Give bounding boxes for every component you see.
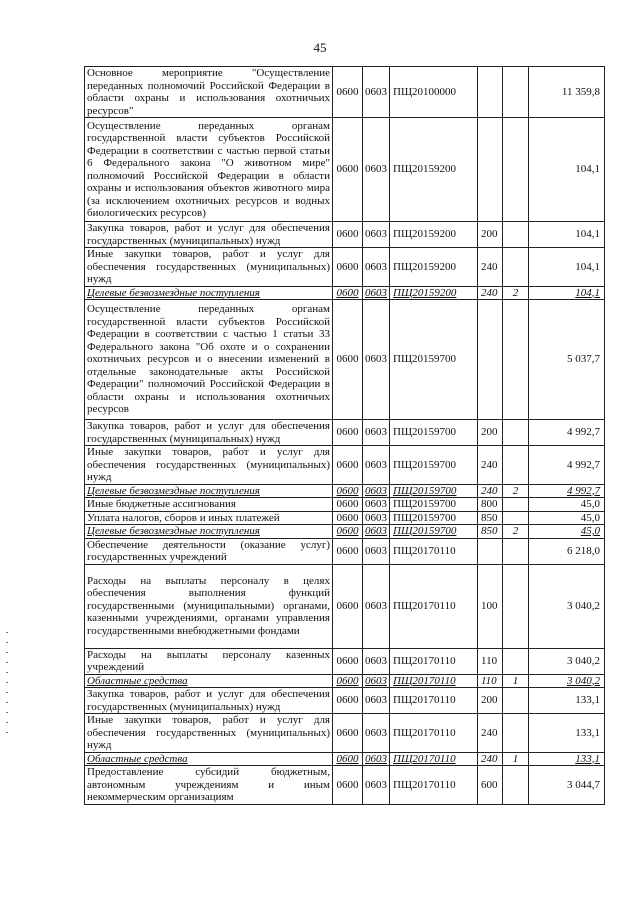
row-funding-source-code bbox=[503, 67, 529, 118]
row-funding-source-code: 2 bbox=[503, 286, 529, 300]
row-amount: 104,1 bbox=[529, 222, 605, 248]
row-target-article-code: ПЩ20159700 bbox=[390, 525, 478, 539]
row-expense-type-code: 600 bbox=[478, 766, 503, 805]
row-expense-type-code: 850 bbox=[478, 511, 503, 525]
row-target-article-code: ПЩ20159200 bbox=[390, 248, 478, 287]
row-subsection-code: 0603 bbox=[363, 484, 390, 498]
row-subsection-code: 0603 bbox=[363, 118, 390, 222]
row-expense-type-code: 100 bbox=[478, 564, 503, 648]
row-target-article-code: ПЩ20170110 bbox=[390, 752, 478, 766]
row-subsection-code: 0603 bbox=[363, 286, 390, 300]
row-amount: 3 040,2 bbox=[529, 648, 605, 674]
row-section-code: 0600 bbox=[333, 511, 363, 525]
row-description: Осуществление переданных органам государственной власти субъектов Российской Федерации в соответствии с частью 1 статьи 33 Федерального закона "Об охоте и о сохранении охотничьих ресурсов и о внесении изменений в отдельные законодательные акты Российской Федерации" полномочий Российской Федерации в области охраны и использования охотничьих ресурсов bbox=[85, 300, 333, 420]
row-description: Целевые безвозмездные поступления bbox=[85, 286, 333, 300]
row-target-article-code: ПЩ20159700 bbox=[390, 420, 478, 446]
row-description: Областные средства bbox=[85, 674, 333, 688]
row-funding-source-code: 2 bbox=[503, 484, 529, 498]
row-target-article-code: ПЩ20159200 bbox=[390, 222, 478, 248]
row-amount: 133,1 bbox=[529, 752, 605, 766]
row-amount: 104,1 bbox=[529, 118, 605, 222]
table-row bbox=[85, 248, 605, 287]
table-row bbox=[85, 538, 605, 564]
row-expense-type-code: 240 bbox=[478, 714, 503, 753]
row-description: Уплата налогов, сборов и иных платежей bbox=[85, 511, 333, 525]
row-funding-source-code bbox=[503, 446, 529, 485]
row-target-article-code: ПЩ20170110 bbox=[390, 766, 478, 805]
row-section-code: 0600 bbox=[333, 248, 363, 287]
row-subsection-code: 0603 bbox=[363, 222, 390, 248]
row-target-article-code: ПЩ20170110 bbox=[390, 714, 478, 753]
row-target-article-code: ПЩ20170110 bbox=[390, 648, 478, 674]
row-expense-type-code: 110 bbox=[478, 674, 503, 688]
row-subsection-code: 0603 bbox=[363, 248, 390, 287]
row-funding-source-code bbox=[503, 420, 529, 446]
row-funding-source-code bbox=[503, 118, 529, 222]
row-description: Закупка товаров, работ и услуг для обеспечения государственных (муниципальных) нужд bbox=[85, 420, 333, 446]
row-amount: 4 992,7 bbox=[529, 484, 605, 498]
table-row bbox=[85, 688, 605, 714]
row-section-code: 0600 bbox=[333, 688, 363, 714]
page-number: 45 bbox=[313, 40, 327, 55]
table-row bbox=[85, 752, 605, 766]
row-description: Иные бюджетные ассигнования bbox=[85, 498, 333, 512]
table-row bbox=[85, 420, 605, 446]
row-funding-source-code bbox=[503, 688, 529, 714]
row-subsection-code: 0603 bbox=[363, 538, 390, 564]
row-amount: 45,0 bbox=[529, 525, 605, 539]
row-target-article-code: ПЩ20170110 bbox=[390, 688, 478, 714]
row-section-code: 0600 bbox=[333, 564, 363, 648]
row-expense-type-code: 240 bbox=[478, 248, 503, 287]
row-expense-type-code bbox=[478, 538, 503, 564]
row-description: Расходы на выплаты персоналу казенных учреждений bbox=[85, 648, 333, 674]
row-funding-source-code bbox=[503, 766, 529, 805]
row-section-code: 0600 bbox=[333, 300, 363, 420]
row-funding-source-code bbox=[503, 511, 529, 525]
row-target-article-code: ПЩ20159200 bbox=[390, 118, 478, 222]
row-expense-type-code bbox=[478, 300, 503, 420]
row-section-code: 0600 bbox=[333, 538, 363, 564]
row-section-code: 0600 bbox=[333, 286, 363, 300]
row-target-article-code: ПЩ20170110 bbox=[390, 564, 478, 648]
row-funding-source-code bbox=[503, 248, 529, 287]
row-subsection-code: 0603 bbox=[363, 564, 390, 648]
table-row bbox=[85, 525, 605, 539]
row-subsection-code: 0603 bbox=[363, 766, 390, 805]
row-amount: 3 040,2 bbox=[529, 564, 605, 648]
row-amount: 104,1 bbox=[529, 286, 605, 300]
row-expense-type-code: 240 bbox=[478, 286, 503, 300]
row-target-article-code: ПЩ20159700 bbox=[390, 300, 478, 420]
row-expense-type-code: 200 bbox=[478, 688, 503, 714]
table-row bbox=[85, 498, 605, 512]
row-subsection-code: 0603 bbox=[363, 446, 390, 485]
row-target-article-code: ПЩ20170110 bbox=[390, 674, 478, 688]
row-funding-source-code bbox=[503, 498, 529, 512]
row-subsection-code: 0603 bbox=[363, 752, 390, 766]
row-amount: 133,1 bbox=[529, 714, 605, 753]
row-amount: 45,0 bbox=[529, 498, 605, 512]
row-target-article-code: ПЩ20159700 bbox=[390, 484, 478, 498]
row-section-code: 0600 bbox=[333, 420, 363, 446]
left-margin-marks bbox=[6, 632, 8, 742]
row-expense-type-code bbox=[478, 67, 503, 118]
row-subsection-code: 0603 bbox=[363, 300, 390, 420]
row-funding-source-code bbox=[503, 222, 529, 248]
row-target-article-code: ПЩ20100000 bbox=[390, 67, 478, 118]
row-section-code: 0600 bbox=[333, 674, 363, 688]
table-row bbox=[85, 714, 605, 753]
row-amount: 6 218,0 bbox=[529, 538, 605, 564]
row-amount: 11 359,8 bbox=[529, 67, 605, 118]
row-section-code: 0600 bbox=[333, 714, 363, 753]
row-section-code: 0600 bbox=[333, 766, 363, 805]
row-amount: 133,1 bbox=[529, 688, 605, 714]
row-description: Закупка товаров, работ и услуг для обеспечения государственных (муниципальных) нужд bbox=[85, 222, 333, 248]
row-amount: 3 040,2 bbox=[529, 674, 605, 688]
row-funding-source-code bbox=[503, 538, 529, 564]
row-funding-source-code bbox=[503, 648, 529, 674]
row-subsection-code: 0603 bbox=[363, 511, 390, 525]
row-expense-type-code: 110 bbox=[478, 648, 503, 674]
table-row bbox=[85, 484, 605, 498]
row-expense-type-code: 800 bbox=[478, 498, 503, 512]
row-expense-type-code: 240 bbox=[478, 752, 503, 766]
row-target-article-code: ПЩ20159700 bbox=[390, 511, 478, 525]
row-description: Закупка товаров, работ и услуг для обеспечения государственных (муниципальных) нужд bbox=[85, 688, 333, 714]
row-section-code: 0600 bbox=[333, 484, 363, 498]
row-funding-source-code bbox=[503, 714, 529, 753]
row-description: Целевые безвозмездные поступления bbox=[85, 525, 333, 539]
row-target-article-code: ПЩ20159700 bbox=[390, 446, 478, 485]
table-row bbox=[85, 286, 605, 300]
row-target-article-code: ПЩ20159200 bbox=[390, 286, 478, 300]
row-description: Расходы на выплаты персоналу в целях обеспечения выполнения функций государственными (муниципальными) органами, казенными учреждениями, органами управления государственными внебюджетными фондами bbox=[85, 564, 333, 648]
row-amount: 3 044,7 bbox=[529, 766, 605, 805]
table-row bbox=[85, 67, 605, 118]
row-description: Обеспечение деятельности (оказание услуг) государственных учреждений bbox=[85, 538, 333, 564]
row-section-code: 0600 bbox=[333, 648, 363, 674]
row-funding-source-code bbox=[503, 564, 529, 648]
table-row bbox=[85, 648, 605, 674]
row-expense-type-code bbox=[478, 118, 503, 222]
row-subsection-code: 0603 bbox=[363, 648, 390, 674]
table-row bbox=[85, 766, 605, 805]
row-subsection-code: 0603 bbox=[363, 688, 390, 714]
row-amount: 4 992,7 bbox=[529, 446, 605, 485]
row-subsection-code: 0603 bbox=[363, 714, 390, 753]
row-section-code: 0600 bbox=[333, 752, 363, 766]
row-funding-source-code bbox=[503, 300, 529, 420]
row-subsection-code: 0603 bbox=[363, 674, 390, 688]
row-subsection-code: 0603 bbox=[363, 420, 390, 446]
table-row bbox=[85, 564, 605, 648]
row-description: Иные закупки товаров, работ и услуг для обеспечения государственных (муниципальных) нужд bbox=[85, 446, 333, 485]
row-target-article-code: ПЩ20170110 bbox=[390, 538, 478, 564]
row-section-code: 0600 bbox=[333, 525, 363, 539]
row-target-article-code: ПЩ20159700 bbox=[390, 498, 478, 512]
row-description: Иные закупки товаров, работ и услуг для обеспечения государственных (муниципальных) нужд bbox=[85, 714, 333, 753]
row-section-code: 0600 bbox=[333, 67, 363, 118]
row-description: Областные средства bbox=[85, 752, 333, 766]
table-row bbox=[85, 511, 605, 525]
budget-table bbox=[84, 66, 605, 805]
row-section-code: 0600 bbox=[333, 498, 363, 512]
table-row bbox=[85, 118, 605, 222]
row-funding-source-code: 1 bbox=[503, 674, 529, 688]
row-section-code: 0600 bbox=[333, 118, 363, 222]
row-section-code: 0600 bbox=[333, 446, 363, 485]
row-description: Иные закупки товаров, работ и услуг для обеспечения государственных (муниципальных) нужд bbox=[85, 248, 333, 287]
row-subsection-code: 0603 bbox=[363, 67, 390, 118]
table-row bbox=[85, 446, 605, 485]
row-amount: 5 037,7 bbox=[529, 300, 605, 420]
row-description: Целевые безвозмездные поступления bbox=[85, 484, 333, 498]
row-expense-type-code: 240 bbox=[478, 446, 503, 485]
row-description: Осуществление переданных органам государственной власти субъектов Российской Федерации в соответствии с частью первой статьи 6 Федерального закона "О животном мире" полномочий Российской Федерации в области охраны и использования объектов животного мира (за исключением охотничьих ресурсов и водных биологических ресурсов) bbox=[85, 118, 333, 222]
row-expense-type-code: 850 bbox=[478, 525, 503, 539]
row-expense-type-code: 240 bbox=[478, 484, 503, 498]
row-expense-type-code: 200 bbox=[478, 420, 503, 446]
row-subsection-code: 0603 bbox=[363, 498, 390, 512]
row-amount: 4 992,7 bbox=[529, 420, 605, 446]
row-funding-source-code: 1 bbox=[503, 752, 529, 766]
table-row bbox=[85, 300, 605, 420]
row-expense-type-code: 200 bbox=[478, 222, 503, 248]
budget-table-body bbox=[85, 67, 605, 805]
table-row bbox=[85, 674, 605, 688]
row-section-code: 0600 bbox=[333, 222, 363, 248]
row-description: Основное мероприятие "Осуществление переданных полномочий Российской Федерации в области охраны и использования охотничьих ресурсов" bbox=[85, 67, 333, 118]
row-funding-source-code: 2 bbox=[503, 525, 529, 539]
row-amount: 104,1 bbox=[529, 248, 605, 287]
row-subsection-code: 0603 bbox=[363, 525, 390, 539]
table-row bbox=[85, 222, 605, 248]
row-amount: 45,0 bbox=[529, 511, 605, 525]
row-description: Предоставление субсидий бюджетным, автономным учреждениям и иным некоммерческим организациям bbox=[85, 766, 333, 805]
